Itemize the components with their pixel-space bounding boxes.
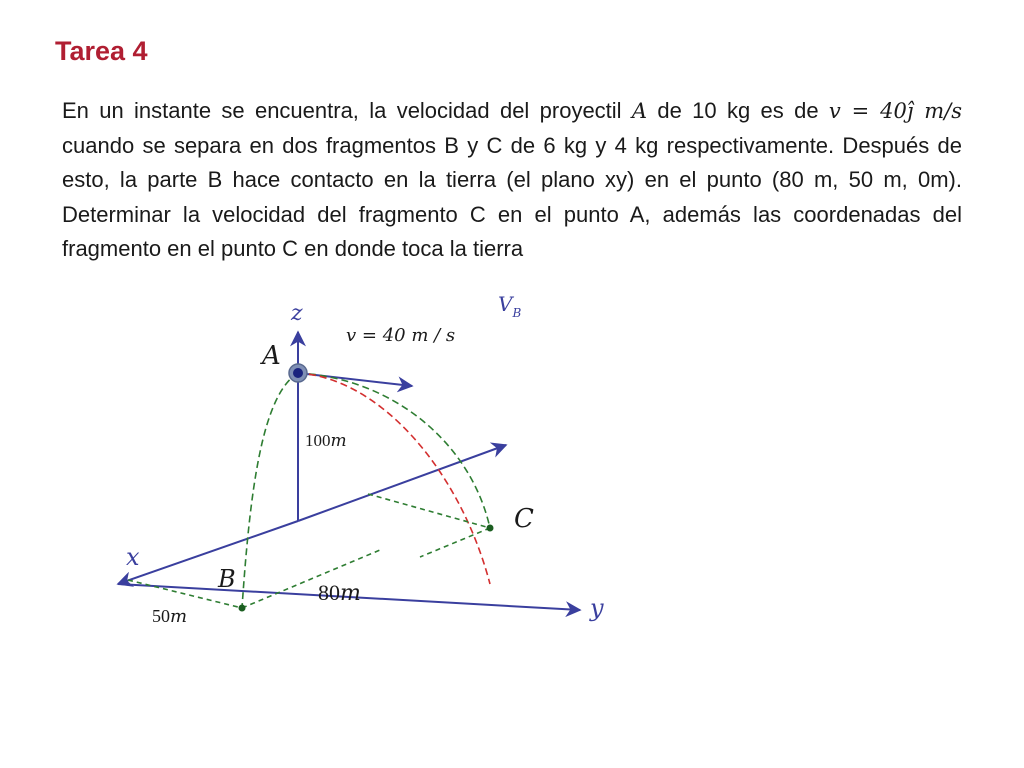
point-b-marker (239, 605, 246, 612)
distance-50-label (152, 606, 187, 627)
page-title: Tarea 4 (55, 36, 148, 66)
height-label (305, 431, 347, 451)
height-label-num: 100 (305, 431, 331, 450)
axis-label-z: z (291, 301, 303, 326)
y-axis-back (298, 445, 506, 521)
vb-label-sub: B (512, 306, 522, 320)
point-a-center (293, 368, 303, 378)
axis-label-y: y (590, 594, 604, 622)
problem-text-part2: de 10 kg es de (647, 98, 829, 123)
point-c-label: C (514, 504, 534, 534)
velocity-formula: v = 40ĵ m/s (828, 99, 963, 123)
trajectory-to-b (242, 373, 298, 608)
problem-var-a: A (631, 99, 648, 123)
point-b-label: B (218, 565, 236, 593)
point-a-label: A (262, 341, 281, 371)
vb-label (498, 292, 521, 320)
projection-c-y (368, 494, 490, 528)
trajectory-original (298, 373, 490, 584)
height-label-unit: m (330, 431, 347, 451)
problem-text-part1: En un instante se encuentra, la velocidad del proyectil (62, 98, 632, 123)
vb-label-main: V (498, 292, 513, 316)
velocity-label: v = 40 m / s (346, 325, 456, 346)
problem-text-part3: cuando se separa en dos fragmentos B y C de 6 kg y 4 kg respectivamente. Después de esto, la parte B hace contacto en la tierra (el plano xy) en el punto (80 m, 50 m, 0m). Determinar la velocidad del fragmento C en el punto A, además las coordenadas del fragmento en el punto C en donde toca la tierra (62, 132, 962, 261)
axis-label-x: x (126, 543, 140, 571)
point-c-marker (487, 525, 494, 532)
distance-50-num: 50 (152, 606, 170, 626)
distance-80-num: 80 (318, 580, 340, 605)
x-axis (118, 521, 298, 584)
distance-50-unit: m (170, 606, 188, 627)
distance-80-unit: m (340, 581, 361, 606)
distance-80-label (318, 580, 361, 606)
trajectory-to-c (298, 373, 490, 528)
